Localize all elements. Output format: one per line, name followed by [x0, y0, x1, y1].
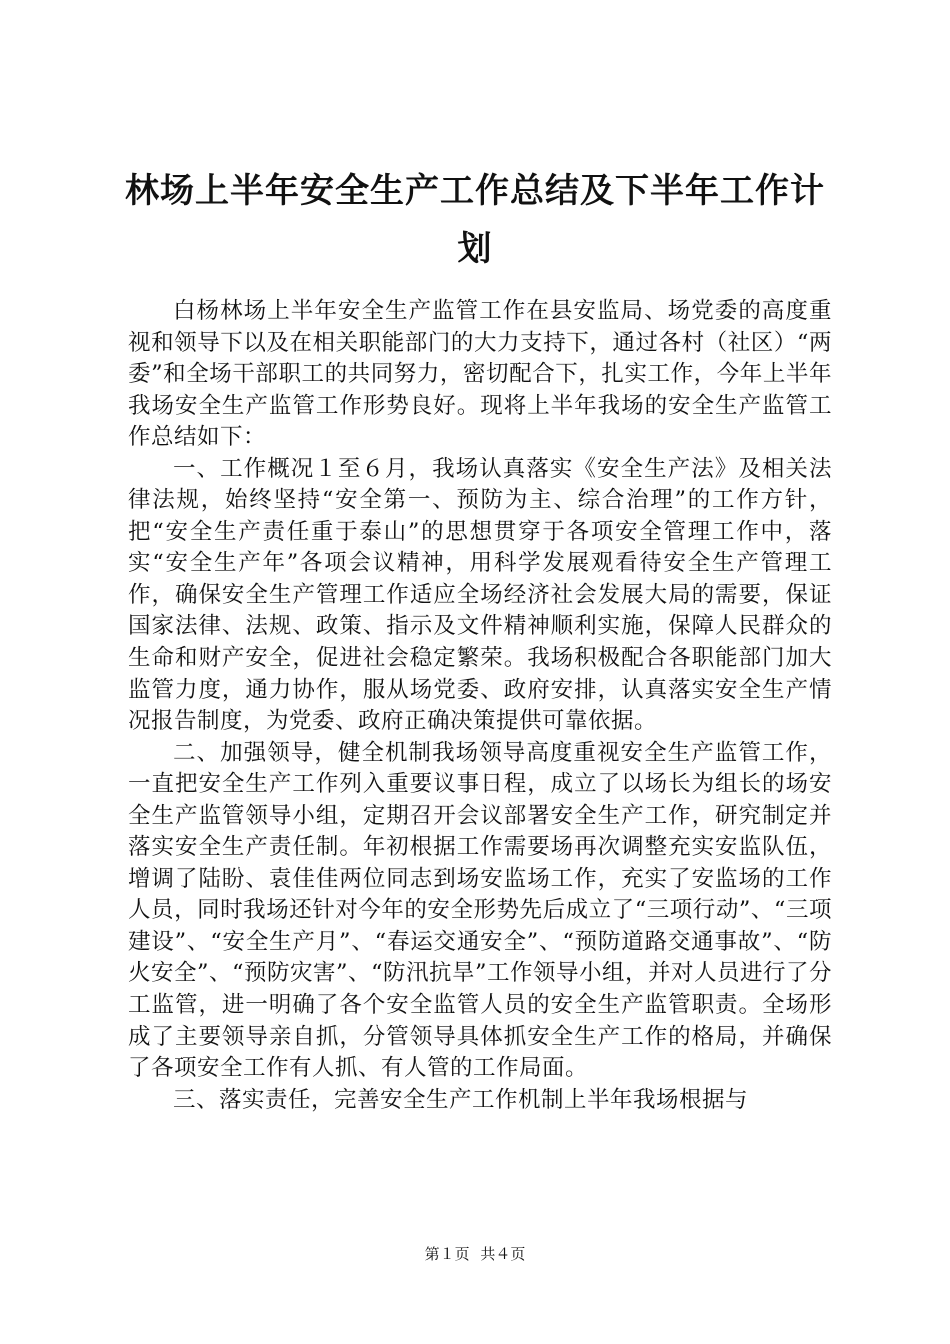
- page-number: 第１页: [424, 1245, 470, 1263]
- paragraph-section-2: 二、加强领导，健全机制我场领导高度重视安全生产监管工作，一直把安全生产工作列入重要议事日程，成立了以场长为组长的场安全生产监管领导小组，定期召开会议部署安全生产工作，研究制定并落实安全生产责任制。年初根据工作需要场再次调整充实安监队伍，增调了陆盼、袁佳佳两位同志到场安监场工作，充实了安监场的工作人员，同时我场还针对今年的安全形势先后成立了“三项行动”、“三项建设”、“安全生产月”、“春运交通安全”、“预防道路交通事故”、“防火安全”、“预防灾害”、“防汛抗旱”工作领导小组，并对人员进行了分工监管，进一明确了各个安全监管人员的安全生产监管职责。全场形成了主要领导亲自抓，分管领导具体抓安全生产工作的格局，并确保了各项安全工作有人抓、有人管的工作局面。: [128, 739, 833, 1082]
- page-total: 共４页: [480, 1245, 526, 1263]
- document-title: 林场上半年安全生产工作总结及下半年工作计划: [125, 171, 825, 269]
- paragraph-intro: 白杨林场上半年安全生产监管工作在县安监局、场党委的高度重视和领导下以及在相关职能部门的大力支持下，通过各村（社区）“两委”和全场干部职工的共同努力，密切配合下，扎实工作，今年上半年我场安全生产监管工作形势良好。现将上半年我场的安全生产监管工作总结如下：: [128, 298, 832, 451]
- document-body: [128, 296, 832, 1116]
- paragraph-section-3: 三、落实责任，完善安全生产工作机制上半年我场根据与: [173, 1086, 749, 1113]
- paragraph-section-1: 一、工作概况１至６月，我场认真落实《安全生产法》及相关法律法规，始终坚持“安全第一、预防为主、综合治理”的工作方针，把“安全生产责任重于泰山”的思想贯穿于各项安全管理工作中，落实“安全生产年”各项会议精神，用科学发展观看待安全生产管理工作，确保安全生产管理工作适应全场经济社会发展大局的需要，保证国家法律、法规、政策、指示及文件精神顺利实施，保障人民群众的生命和财产安全，促进社会稳定繁荣。我场积极配合各职能部门加大监管力度，通力协作，服从场党委、政府安排，认真落实安全生产情况报告制度，为党委、政府正确决策提供可靠依据。: [128, 455, 832, 735]
- page-footer: [0, 1244, 950, 1264]
